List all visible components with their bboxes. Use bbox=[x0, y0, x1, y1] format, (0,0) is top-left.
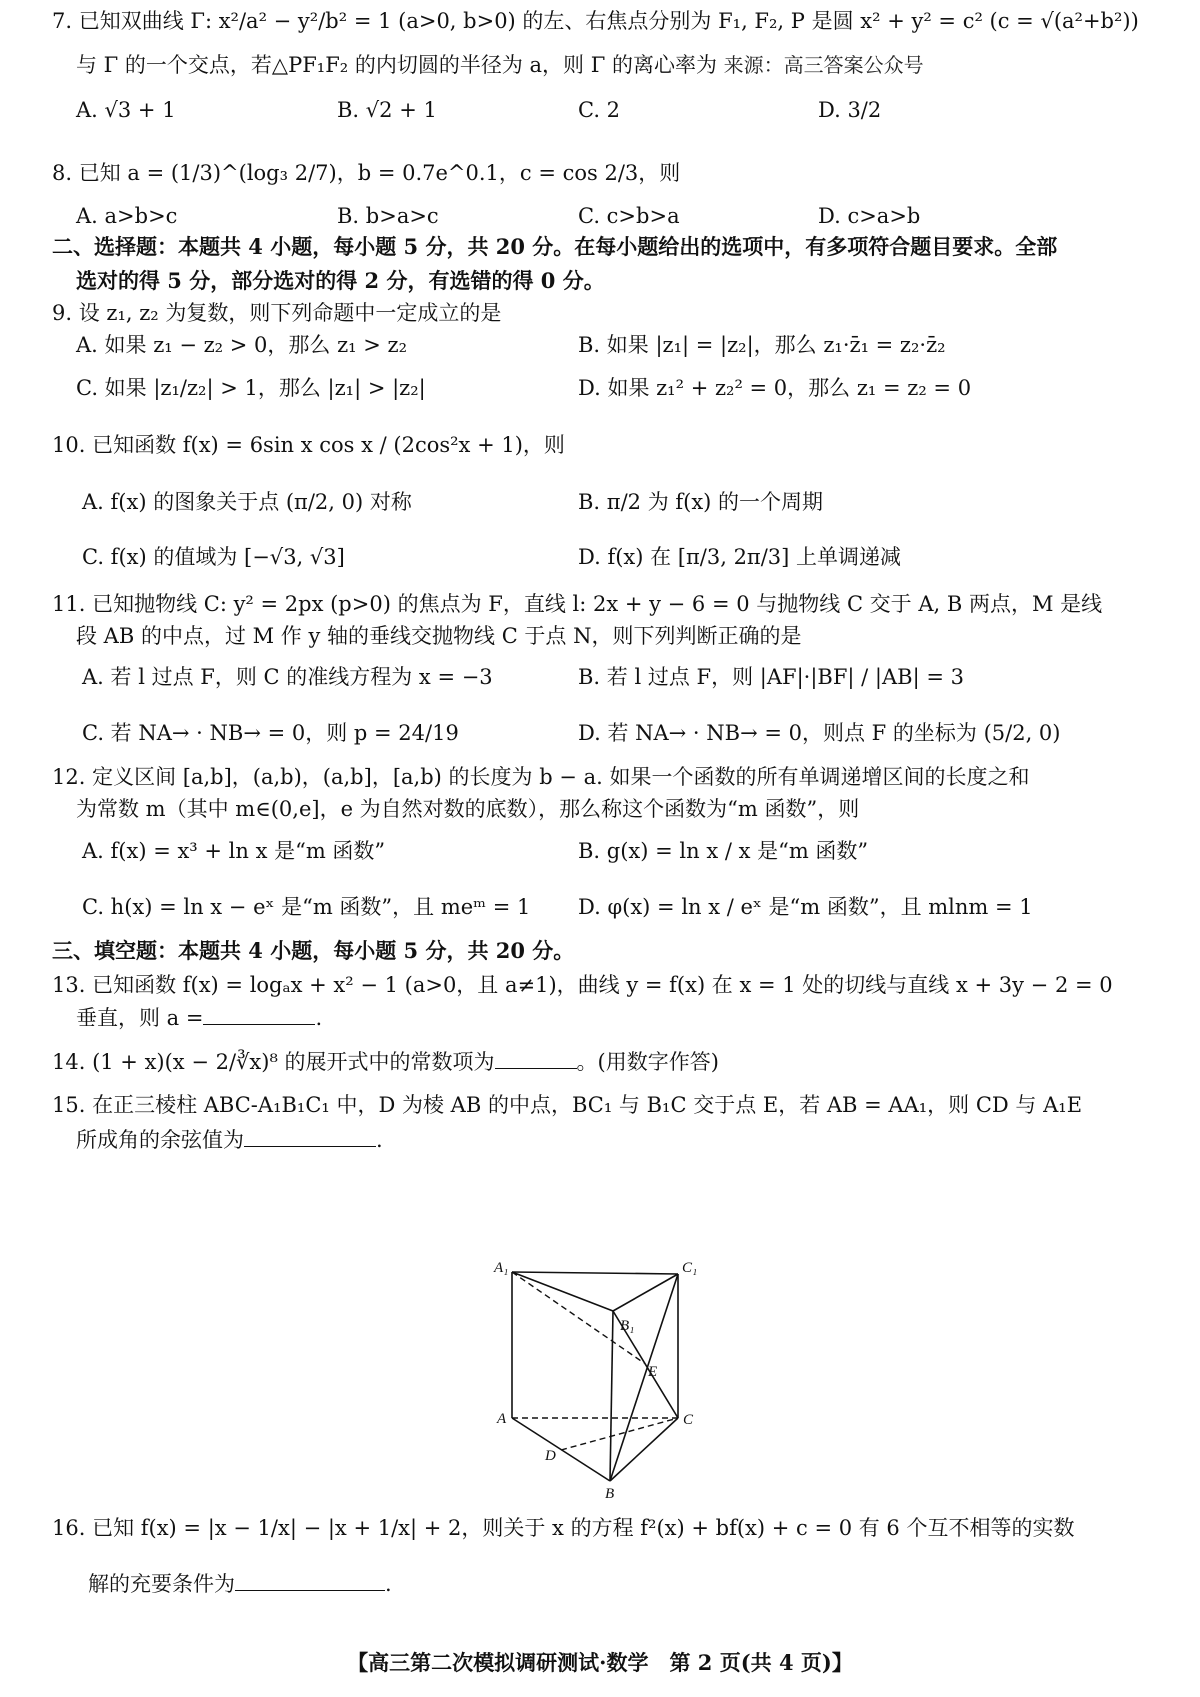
prism-figure bbox=[488, 1260, 718, 1500]
q14-tail: 。(用数字作答) bbox=[576, 1050, 719, 1074]
label-e: E bbox=[648, 1364, 658, 1380]
q13-stem-line1: 13. 已知函数 f(x) = logₐx + x² − 1 (a>0，且 a≠1)，曲线 y = f(x) 在 x = 1 处的切线与直线 x + 3y − 2 = 0 bbox=[52, 973, 1113, 997]
q13-tail: . bbox=[315, 1006, 323, 1030]
q11-option-d: D. 若 NA→ · NB→ = 0，则点 F 的坐标为 (5/2, 0) bbox=[578, 721, 1061, 745]
section2-heading-line2: 选对的得 5 分，部分选对的得 2 分，有选错的得 0 分。 bbox=[76, 268, 605, 293]
q7-option-a: A. √3 + 1 bbox=[76, 98, 176, 122]
q11-stem-line1: 11. 已知抛物线 C: y² = 2px (p>0) 的焦点为 F，直线 l: 2x + y − 6 = 0 与抛物线 C 交于 A, B 两点，M 是线 bbox=[52, 592, 1103, 616]
q16-stem-text: 解的充要条件为 bbox=[88, 1572, 235, 1596]
q9-option-c: C. 如果 |z₁/z₂| > 1，那么 |z₁| > |z₂| bbox=[76, 376, 426, 400]
q11-stem-line2: 段 AB 的中点，过 M 作 y 轴的垂线交抛物线 C 于点 N，则下列判断正确的是 bbox=[76, 624, 802, 648]
q7-stem-line2 bbox=[76, 50, 924, 80]
q16-stem-line2 bbox=[88, 1568, 392, 1599]
q13-stem-text: 垂直，则 a = bbox=[76, 1006, 204, 1030]
q8-stem: 8. 已知 a = (1/3)^(log₃ 2/7)，b = 0.7e^0.1，c = cos 2/3，则 bbox=[52, 161, 681, 185]
q10-option-c: C. f(x) 的值域为 [−√3, √3] bbox=[82, 545, 345, 569]
q15-tail: . bbox=[376, 1128, 383, 1152]
q12-stem-line2: 为常数 m（其中 m∈(0,e]，e 为自然对数的底数），那么称这个函数为“m 函数”，则 bbox=[76, 797, 860, 821]
q15-answer-blank[interactable] bbox=[244, 1124, 376, 1147]
q15-stem-text: 所成角的余弦值为 bbox=[76, 1128, 244, 1152]
q7-stem-line1: 7. 已知双曲线 Γ: x²/a² − y²/b² = 1 (a>0, b>0) 的左、右焦点分别为 F₁, F₂, P 是圆 x² + y² = c² (c = √(a²+b²)) bbox=[52, 9, 1139, 33]
edge-a1-b1 bbox=[512, 1272, 613, 1311]
q7-stem-text: 与 Γ 的一个交点，若△PF₁F₂ 的内切圆的半径为 a，则 Γ 的离心率为 bbox=[76, 53, 717, 77]
q12-option-b: B. g(x) = ln x / x 是“m 函数” bbox=[578, 839, 869, 863]
q9-option-b: B. 如果 |z₁| = |z₂|，那么 z₁·z̄₁ = z₂·z̄₂ bbox=[578, 333, 946, 357]
q7-option-d: D. 3/2 bbox=[818, 98, 882, 122]
q11-option-c: C. 若 NA→ · NB→ = 0，则 p = 24/19 bbox=[82, 721, 459, 745]
q16-tail: . bbox=[385, 1572, 392, 1596]
label-c: C bbox=[683, 1412, 694, 1428]
q15-stem-line1: 15. 在正三棱柱 ABC-A₁B₁C₁ 中，D 为棱 AB 的中点，BC₁ 与 B₁C 交于点 E，若 AB = AA₁，则 CD 与 A₁E bbox=[52, 1093, 1083, 1117]
q10-stem: 10. 已知函数 f(x) = 6sin x cos x / (2cos²x + 1)，则 bbox=[52, 433, 565, 457]
label-b: B bbox=[605, 1486, 615, 1500]
q8-option-b: B. b>a>c bbox=[337, 204, 439, 228]
q7-option-b: B. √2 + 1 bbox=[337, 98, 437, 122]
q12-stem-line1: 12. 定义区间 [a,b]，(a,b)，(a,b]，[a,b) 的长度为 b − a. 如果一个函数的所有单调递增区间的长度之和 bbox=[52, 765, 1030, 789]
q16-answer-blank[interactable] bbox=[235, 1568, 385, 1591]
q9-option-a: A. 如果 z₁ − z₂ > 0，那么 z₁ > z₂ bbox=[76, 333, 407, 357]
q16-stem-line1: 16. 已知 f(x) = |x − 1/x| − |x + 1/x| + 2，则关于 x 的方程 f²(x) + bf(x) + c = 0 有 6 个互不相等的实数 bbox=[52, 1516, 1075, 1540]
q10-option-d: D. f(x) 在 [π/3, 2π/3] 上单调递减 bbox=[578, 545, 902, 569]
label-a1: A₁ bbox=[494, 1260, 509, 1276]
q14-stem-line bbox=[52, 1046, 719, 1077]
q10-option-b: B. π/2 为 f(x) 的一个周期 bbox=[578, 490, 824, 514]
q9-option-d: D. 如果 z₁² + z₂² = 0，那么 z₁ = z₂ = 0 bbox=[578, 376, 972, 400]
q11-option-a: A. 若 l 过点 F，则 C 的准线方程为 x = −3 bbox=[82, 665, 493, 689]
q12-option-d: D. φ(x) = ln x / eˣ 是“m 函数”，且 mlnm = 1 bbox=[578, 895, 1033, 919]
q9-stem: 9. 设 z₁, z₂ 为复数，则下列命题中一定成立的是 bbox=[52, 301, 502, 325]
q12-option-a: A. f(x) = x³ + ln x 是“m 函数” bbox=[82, 839, 386, 863]
label-b1: B₁ bbox=[620, 1318, 635, 1334]
section3-heading: 三、填空题：本题共 4 小题，每小题 5 分，共 20 分。 bbox=[52, 938, 575, 963]
q14-answer-blank[interactable] bbox=[495, 1046, 577, 1069]
label-d: D bbox=[545, 1448, 556, 1464]
q13-stem-line2 bbox=[76, 1002, 322, 1033]
edge-a1-c1 bbox=[512, 1272, 678, 1274]
q8-option-a: A. a>b>c bbox=[76, 204, 178, 228]
q14-stem-text: 14. (1 + x)(x − 2/∛x)⁸ 的展开式中的常数项为 bbox=[52, 1050, 495, 1074]
q8-option-d: D. c>a>b bbox=[818, 204, 921, 228]
q12-option-c: C. h(x) = ln x − eˣ 是“m 函数”，且 meᵐ = 1 bbox=[82, 895, 531, 919]
label-c1: C₁ bbox=[682, 1260, 698, 1276]
q7-source-note: 来源：高三答案公众号 bbox=[723, 53, 924, 77]
q13-answer-blank[interactable] bbox=[203, 1002, 315, 1025]
q11-option-b: B. 若 l 过点 F，则 |AF|·|BF| / |AB| = 3 bbox=[578, 665, 964, 689]
q8-option-c: C. c>b>a bbox=[578, 204, 680, 228]
page-footer: 【高三第二次模拟调研测试·数学 第 2 页(共 4 页)】 bbox=[347, 1650, 853, 1675]
q7-option-c: C. 2 bbox=[578, 98, 621, 122]
label-a: A bbox=[497, 1411, 507, 1427]
q15-stem-line2 bbox=[76, 1124, 383, 1155]
section2-heading-line1: 二、选择题：本题共 4 小题，每小题 5 分，共 20 分。在每小题给出的选项中，有多项符合题目要求。全部 bbox=[52, 234, 1058, 259]
q10-option-a: A. f(x) 的图象关于点 (π/2, 0) 对称 bbox=[82, 490, 412, 514]
edge-b-b1 bbox=[610, 1311, 613, 1481]
